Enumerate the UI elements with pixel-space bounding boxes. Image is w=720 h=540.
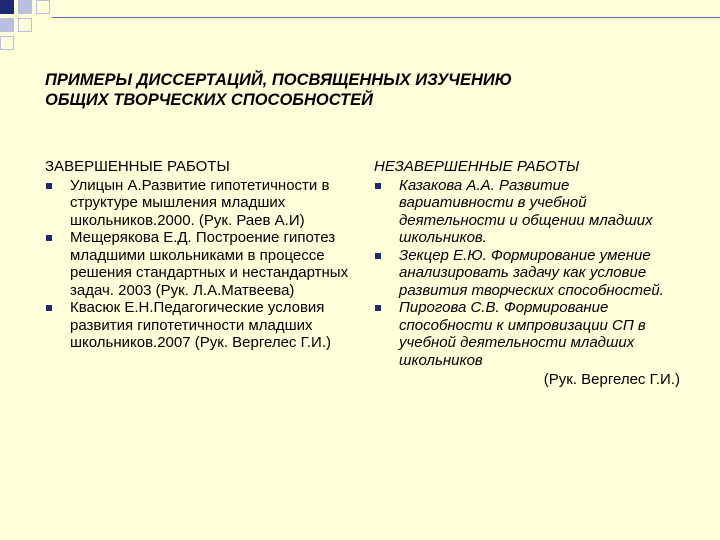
title-line-2: ОБЩИХ ТВОРЧЕСКИХ СПОСОБНОСТЕЙ bbox=[45, 91, 373, 109]
list-item-text: Улицын А.Развитие гипотетичности в структуре мышления младших школьников.2000. (Рук. Раев А.И) bbox=[70, 176, 330, 229]
ongoing-works-column bbox=[374, 158, 684, 389]
list-item-text: Казакова А.А. Развитие вариативности в учебной деятельности и общении младших школьников. bbox=[399, 176, 653, 246]
square-bullet-icon bbox=[375, 253, 381, 259]
list-item-text: Квасюк Е.Н.Педагогические условия развития гипотетичности младших школьников.2007 (Рук. Вергелес Г.И.) bbox=[70, 299, 331, 351]
title-line-1: ПРИМЕРЫ ДИССЕРТАЦИЙ, ПОСВЯЩЕННЫХ ИЗУЧЕНИЮ bbox=[45, 71, 512, 89]
list-item bbox=[45, 299, 355, 352]
square-bullet-icon bbox=[46, 235, 52, 241]
list-item bbox=[45, 229, 355, 299]
header-rule bbox=[52, 17, 720, 18]
list-item bbox=[374, 177, 684, 247]
ongoing-works-heading: НЕЗАВЕРШЕННЫЕ РАБОТЫ bbox=[374, 158, 580, 175]
ongoing-works-list bbox=[374, 177, 684, 370]
completed-works-list bbox=[45, 177, 355, 352]
list-item-text: Зекцер Е.Ю. Формирование умение анализировать задачу как условие развития творческих способностей. bbox=[399, 246, 664, 299]
completed-works-heading: ЗАВЕРШЕННЫЕ РАБОТЫ bbox=[45, 158, 230, 175]
list-item-text: Мещерякова Е.Д. Построение гипотез младшими школьниками в процессе решения стандартных и нестандартных задач. 2003 (Рук. Л.А.Матвеева) bbox=[70, 229, 349, 299]
square-bullet-icon bbox=[375, 183, 381, 189]
list-item bbox=[374, 299, 684, 369]
slide-title bbox=[45, 70, 685, 110]
list-item-text: Пирогова С.В. Формирование способности к импровизации СП в учебной деятельности младших школьников bbox=[399, 299, 646, 369]
square-bullet-icon bbox=[46, 305, 52, 311]
list-item bbox=[45, 177, 355, 230]
list-item bbox=[374, 247, 684, 300]
square-bullet-icon bbox=[375, 305, 381, 311]
square-bullet-icon bbox=[46, 183, 52, 189]
supervisor-note: (Рук. Вергелес Г.И.) bbox=[543, 371, 680, 388]
completed-works-column bbox=[45, 158, 355, 352]
